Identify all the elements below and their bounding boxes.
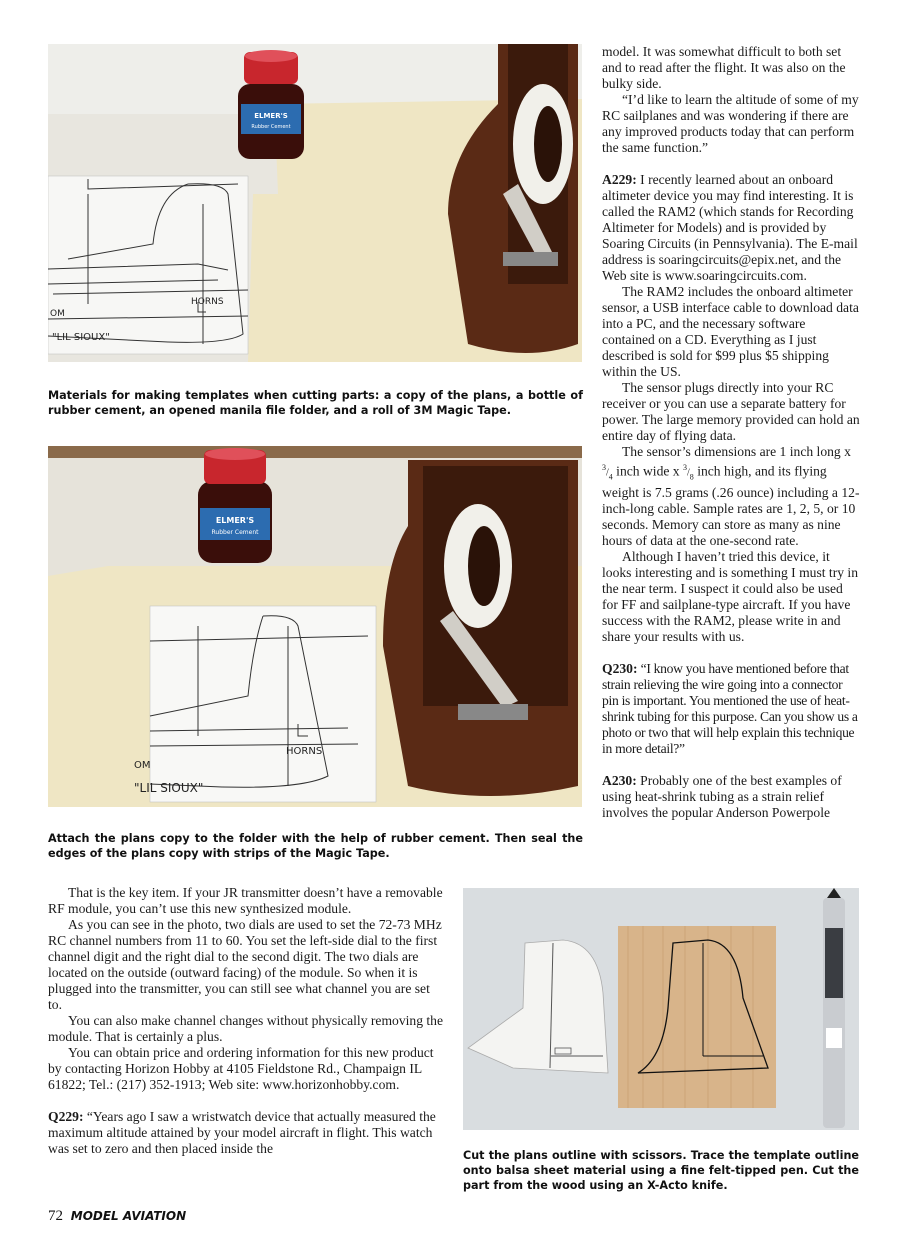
fraction-numerator: 3 <box>683 463 688 472</box>
plans-copy <box>48 176 248 354</box>
photo-templates-materials <box>48 44 582 362</box>
question-q229-text: “Years ago I saw a wristwatch device that actually measured the maximum altitude attained by your model aircraft in flight. This watch was set to zero and then placed inside the <box>48 1109 436 1156</box>
page-number: 72 <box>48 1208 63 1224</box>
page-footer <box>48 1206 186 1226</box>
paragraph: You can also make channel changes without physically removing the module. That is certainly a plus. <box>48 1013 444 1044</box>
fraction-denominator: 4 <box>608 472 613 482</box>
answer-a230-label: A230: <box>602 773 637 789</box>
photo-cut-template-caption: Cut the plans outline with scissors. Trace the template outline onto balsa sheet material using a fine felt-tipped pen. Cut the part from the wood using an X-Acto knife. <box>463 1149 859 1192</box>
fraction-numerator: 3 <box>602 463 606 472</box>
question-q230-label: Q230: <box>602 661 638 677</box>
answer-a229 <box>602 172 860 284</box>
bottle-product-label: Rubber Cement <box>251 124 291 130</box>
tape-dispenser <box>383 460 578 796</box>
answer-a230 <box>602 773 860 821</box>
answer-a230-text: Probably one of the best examples of using heat-shrink tubing as a strain relief involves the popular Anderson Powerpole <box>602 773 842 821</box>
paragraph: You can obtain price and ordering information for this new product by contacting Horizon Hobby at 4105 Fieldstone Rd., Champaign IL 61822; Tel.: (217) 352-1913; Web site: www.horizonhobby.com. <box>48 1045 434 1092</box>
dimensions-text: inch wide x <box>612 463 684 479</box>
question-q230-text: “I know you have mentioned before that strain relieving the wire going into a connector pin is important. You mentioned the use of heat-shrink tubing for this purpose. Can you show us a photo or two that will help explain this technique in more detail?” <box>602 661 858 757</box>
plan-om-label: OM <box>50 309 65 319</box>
magazine-name: MODEL AVIATION <box>70 1209 187 1223</box>
balsa-sheet <box>618 926 776 1108</box>
felt-tip-pen <box>823 888 845 1128</box>
question-q229-label: Q229: <box>48 1109 84 1124</box>
answer-a229-label: A229: <box>602 172 637 187</box>
dimensions-text: The sensor’s dimensions are 1 inch long x <box>622 444 851 459</box>
plan-name-label: "LIL SIOUX" <box>134 781 204 795</box>
bottle-brand-label: ELMER'S <box>254 112 288 120</box>
bottle-brand-label: ELMER'S <box>215 516 255 525</box>
bottle-product-label: Rubber Cement <box>211 529 259 536</box>
question-q229 <box>48 1109 446 1157</box>
plan-horns-label: HORNS <box>191 297 224 307</box>
paragraph: model. It was somewhat difficult to both set and to read after the flight. It was also on the bulky side. <box>602 44 846 91</box>
left-column <box>48 885 446 1157</box>
photo-attach-plans-image <box>48 446 582 807</box>
paragraph: That is the key item. If your JR transmitter doesn’t have a removable RF module, you can’t use this new synthesized module. <box>48 885 443 916</box>
photo-templates-materials-caption: Materials for making templates when cutting parts: a copy of the plans, a bottle of rubber cement, an opened manila file folder, and a roll of 3M Magic Tape. <box>48 389 583 417</box>
paragraph: Although I haven’t tried this device, it looks interesting and is something I must try in the near term. I suspect it could also be used for FF and sailplane-type aircraft. If you have success with the RAM2, please write in and share your results with us. <box>602 549 858 645</box>
paragraph: “I’d like to learn the altitude of some of my RC sailplanes and was wondering if there are any improved products today that can perform the same function.” <box>602 92 859 155</box>
right-column <box>602 44 860 821</box>
question-q230 <box>602 661 860 757</box>
paragraph: As you can see in the photo, two dials are used to set the 72-73 MHz RC channel numbers from 11 to 60. You set the left-side dial to the first channel digit and the right dial to the second digit. The two dials are located on the outside (outward facing) of the module. So when it is plugged into the transmitter, you can still see what channel you are set to. <box>48 917 442 1012</box>
fraction-denominator: 8 <box>689 472 694 482</box>
photo-cut-template-image <box>463 888 859 1130</box>
paragraph: The RAM2 includes the onboard altimeter sensor, a USB interface cable to download data into a PC, and the necessary software contained on a CD. Everything as I just described is sold for $99 plus $5 shipping within the US. <box>602 284 859 379</box>
paragraph: The sensor plugs directly into your RC receiver or you can use a separate battery for power. The large memory provided can hold an entire day of flying data. <box>602 380 860 443</box>
plan-horns-label: HORNS <box>286 746 323 757</box>
rubber-cement-bottle <box>198 448 272 563</box>
rubber-cement-bottle <box>238 50 304 159</box>
photo-attach-plans-caption: Attach the plans copy to the folder with the help of rubber cement. Then seal the edges of the plans copy with strips of the Magic Tape. <box>48 832 583 860</box>
dimensions-text: inch high, and its flying weight is 7.5 grams (.26 ounce) including a 12-inch-long cable. Sample rates are 1, 2, 5, or 10 seconds. Memory can store as many as nine hours of data at the one-second rate. <box>602 463 860 549</box>
photo-attach-plans <box>48 446 582 807</box>
photo-templates-materials-image <box>48 44 582 362</box>
plans-copy <box>150 606 376 802</box>
answer-a229-text: I recently learned about an onboard altimeter device you may find interesting. It is called the RAM2 (which stands for Recording Altimeter for Models) and is provided by Soaring Circuits (in Pennsylvania). The E-mail address is soaringcircuits@epix.net, and the Web site is www.soaringcircuits.com. <box>602 172 858 283</box>
paragraph-dimensions: The sensor’s dimensions are 1 inch long x $^3/_4$ inch wide x $^3/_8$ inch high, and its flying weight is 7.5 grams (.26 ounce) including a 12-inch-long cable. Sample rates are 1, 2, 5, or 10 seconds. Memory can store as many as nine hours of data at the one-second rate. <box>602 444 860 549</box>
plan-om-label: OM <box>134 760 151 771</box>
plan-name-label: "LIL SIOUX" <box>52 332 110 343</box>
photo-cut-template <box>463 888 859 1130</box>
